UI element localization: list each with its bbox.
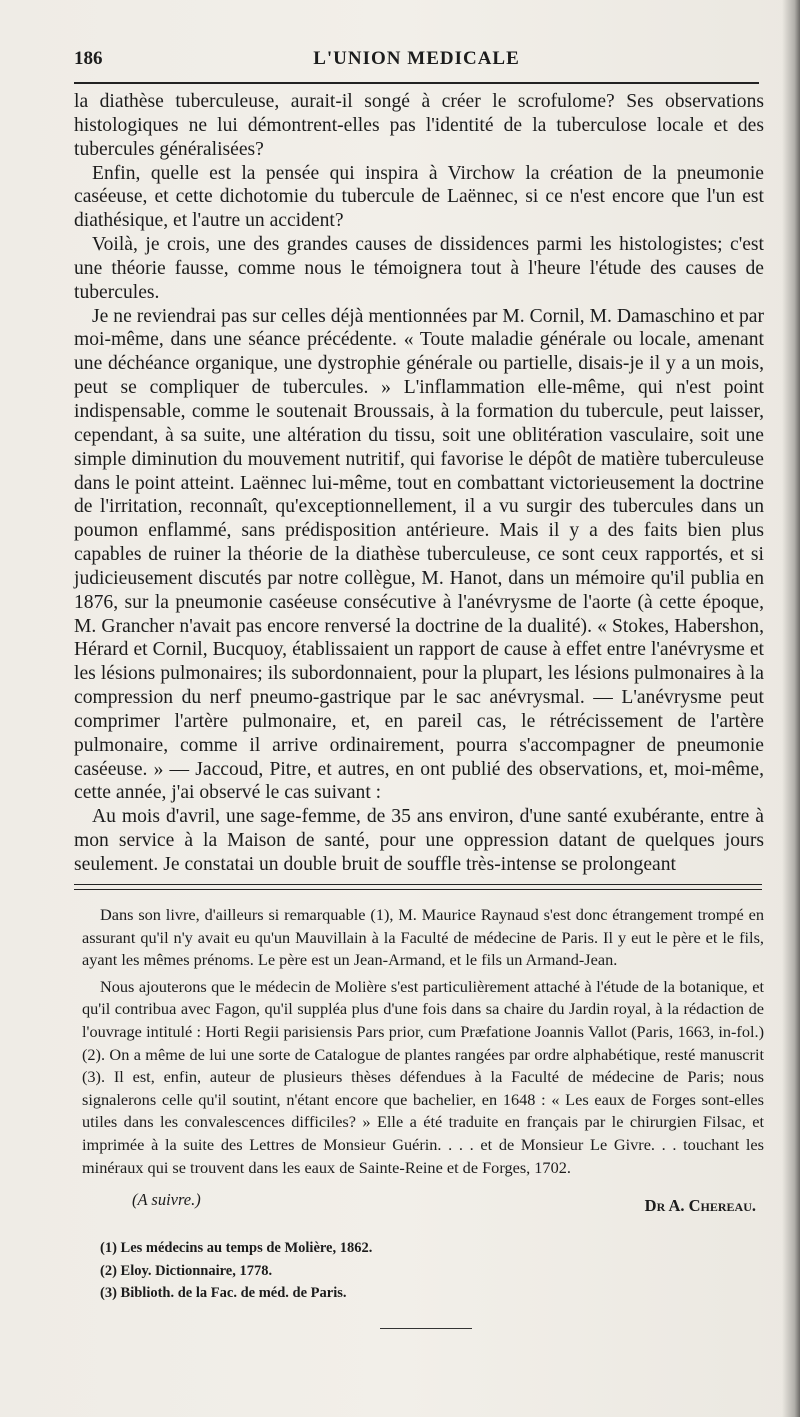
- body-paragraph: Voilà, je crois, une des grandes causes de dissidences parmi les histologistes; c'est une théorie fausse, comme nous le témoignera tout à l'heure l'étude des causes de tubercules.: [74, 234, 764, 303]
- footnotes: [100, 1237, 372, 1305]
- article-body: [74, 90, 764, 877]
- footnote: (1) Les médecins au temps de Molière, 1862.: [100, 1240, 373, 1256]
- section-divider: [74, 884, 762, 890]
- body-paragraph: Au mois d'avril, une sage-femme, de 35 ans environ, d'une santé exubérante, entre à mon service à la Maison de santé, pour une oppression datant de quelques jours seulement. Je constatai un double bruit de souffle très-intense se prolongeant: [74, 806, 764, 875]
- footnote: (2) Eloy. Dictionnaire, 1778.: [100, 1262, 273, 1279]
- page-header: [74, 46, 759, 76]
- page-edge-shadow: [782, 0, 800, 1417]
- signature-line: [82, 1185, 764, 1215]
- end-rule: [380, 1328, 472, 1329]
- page-number: 186: [74, 48, 103, 69]
- body-paragraph: Je ne reviendrai pas sur celles déjà mentionnées par M. Cornil, M. Damaschino et par moi-même, dans une séance précédente. « Toute maladie générale ou locale, amenant une déchéance organique, une dystrophie générale ou partielle, disais-je il y a un mois, peut se compliquer de tubercules. » L'inflammation elle-même, qui n'est point indispensable, comme le soutenait Broussais, à la formation du tubercule, peut laisser, cependant, à sa suite, une altération du tissu, soit une oblitération vasculaire, soit une simple diminution du mouvement nutritif, qui favorise le dépôt de matière tuberculeuse dans le point atteint. Laënnec lui-même, tout en combattant victorieusement la doctrine de l'irritation, reconnaît, qu'exceptionnellement, il a vu surgir des tubercules dans un poumon enflammé, sans prédisposition antérieure. Mais il y a des faits bien plus capables de ruiner la théorie de la diathèse tuberculeuse, ce sont ceux rapportés, et si judicieusement discutés par notre collègue, M. Hanot, dans un mémoire qu'il publia en 1876, sur la pneumonie caséeuse consécutive à l'anévrysme de l'aorte (à cette époque, M. Grancher n'avait pas encore renversé la doctrine de la dualité). « Stokes, Habershon, Hérard et Cornil, Bucquoy, établissaient un rapport de cause à effet entre l'anévrysme et les lésions pulmonaires; ils subordonnaient, pour la plupart, les lésions pulmonaires à la compression du nerf pneumo-gastrique par le sac anévrysmal. — L'anévrysme peut comprimer l'artère pulmonaire, et, en pareil cas, le rétrécissement de l'artère pulmonaire, comme il arrive ordinairement, pourra s'accompagner de pneumonie caséeuse. » — Jaccoud, Pitre, et autres, en ont publié des observations, et, moi-même, cette année, j'ai observé le cas suivant :: [74, 305, 764, 804]
- journal-title: L'UNION MEDICALE: [313, 48, 520, 69]
- note-paragraph: Dans son livre, d'ailleurs si remarquable (1), M. Maurice Raynaud s'est donc étrangement trompé en assurant qu'il n'y avait eu qu'un Mauvillain à la Faculté de médecine de Paris. Il y eut le père et le fils, ayant les mêmes prénoms. Le père est un Jean-Armand, et le fils un Armand-Jean.: [82, 905, 764, 970]
- body-paragraph: la diathèse tuberculeuse, aurait-il songé à créer le scrofulome? Ses observations histologiques ne lui démontrent-elles pas l'identité de la tuberculose locale et des tubercules généralisées?: [74, 91, 764, 160]
- author-signature: Dr A. Chereau.: [644, 1196, 756, 1216]
- note-paragraph: Nous ajouterons que le médecin de Molière s'est particulièrement attaché à l'étude de la botanique, et qu'il contribua avec Fagon, qu'il suppléa plus d'une fois dans sa chaire du Jardin royal, à la rédaction de l'ouvrage intitulé : Horti Regii parisiensis Pars prior, cum Præfatione Joannis Vallot (Paris, 1663, in-fol.) (2). On a même de lui une sorte de Catalogue de plantes rangées par ordre alphabétique, resté manuscrit (3). Il est, enfin, auteur de plusieurs thèses défendues à la Faculté de médecine de Paris; nous signalerons celle qu'il soutint, n'étant encore que bachelier, en 1648 : « Les eaux de Forges sont-elles utiles dans les convalescences difficiles? » Elle a été traduite en français par le chirurgien Filsac, et imprimée à la suite des Lettres de Monsieur Guérin. . . . et de Monsieur Le Givre. . . touchant les minéraux qui se trouvent dans les eaux de Sainte-Reine et de Forges, 1702.: [82, 976, 764, 1177]
- header-rule: [74, 82, 759, 84]
- to-be-continued: (A suivre.): [132, 1190, 201, 1210]
- body-paragraph: Enfin, quelle est la pensée qui inspira à Virchow la création de la pneumonie caséeuse, et cette dichotomie du tubercule de Laënnec, si ce n'est encore que l'un est diathésique, et l'autre un accident?: [74, 162, 764, 232]
- footnote: (3) Biblioth. de la Fac. de méd. de Paris.: [100, 1285, 347, 1302]
- feuilleton-notes: [82, 904, 764, 1215]
